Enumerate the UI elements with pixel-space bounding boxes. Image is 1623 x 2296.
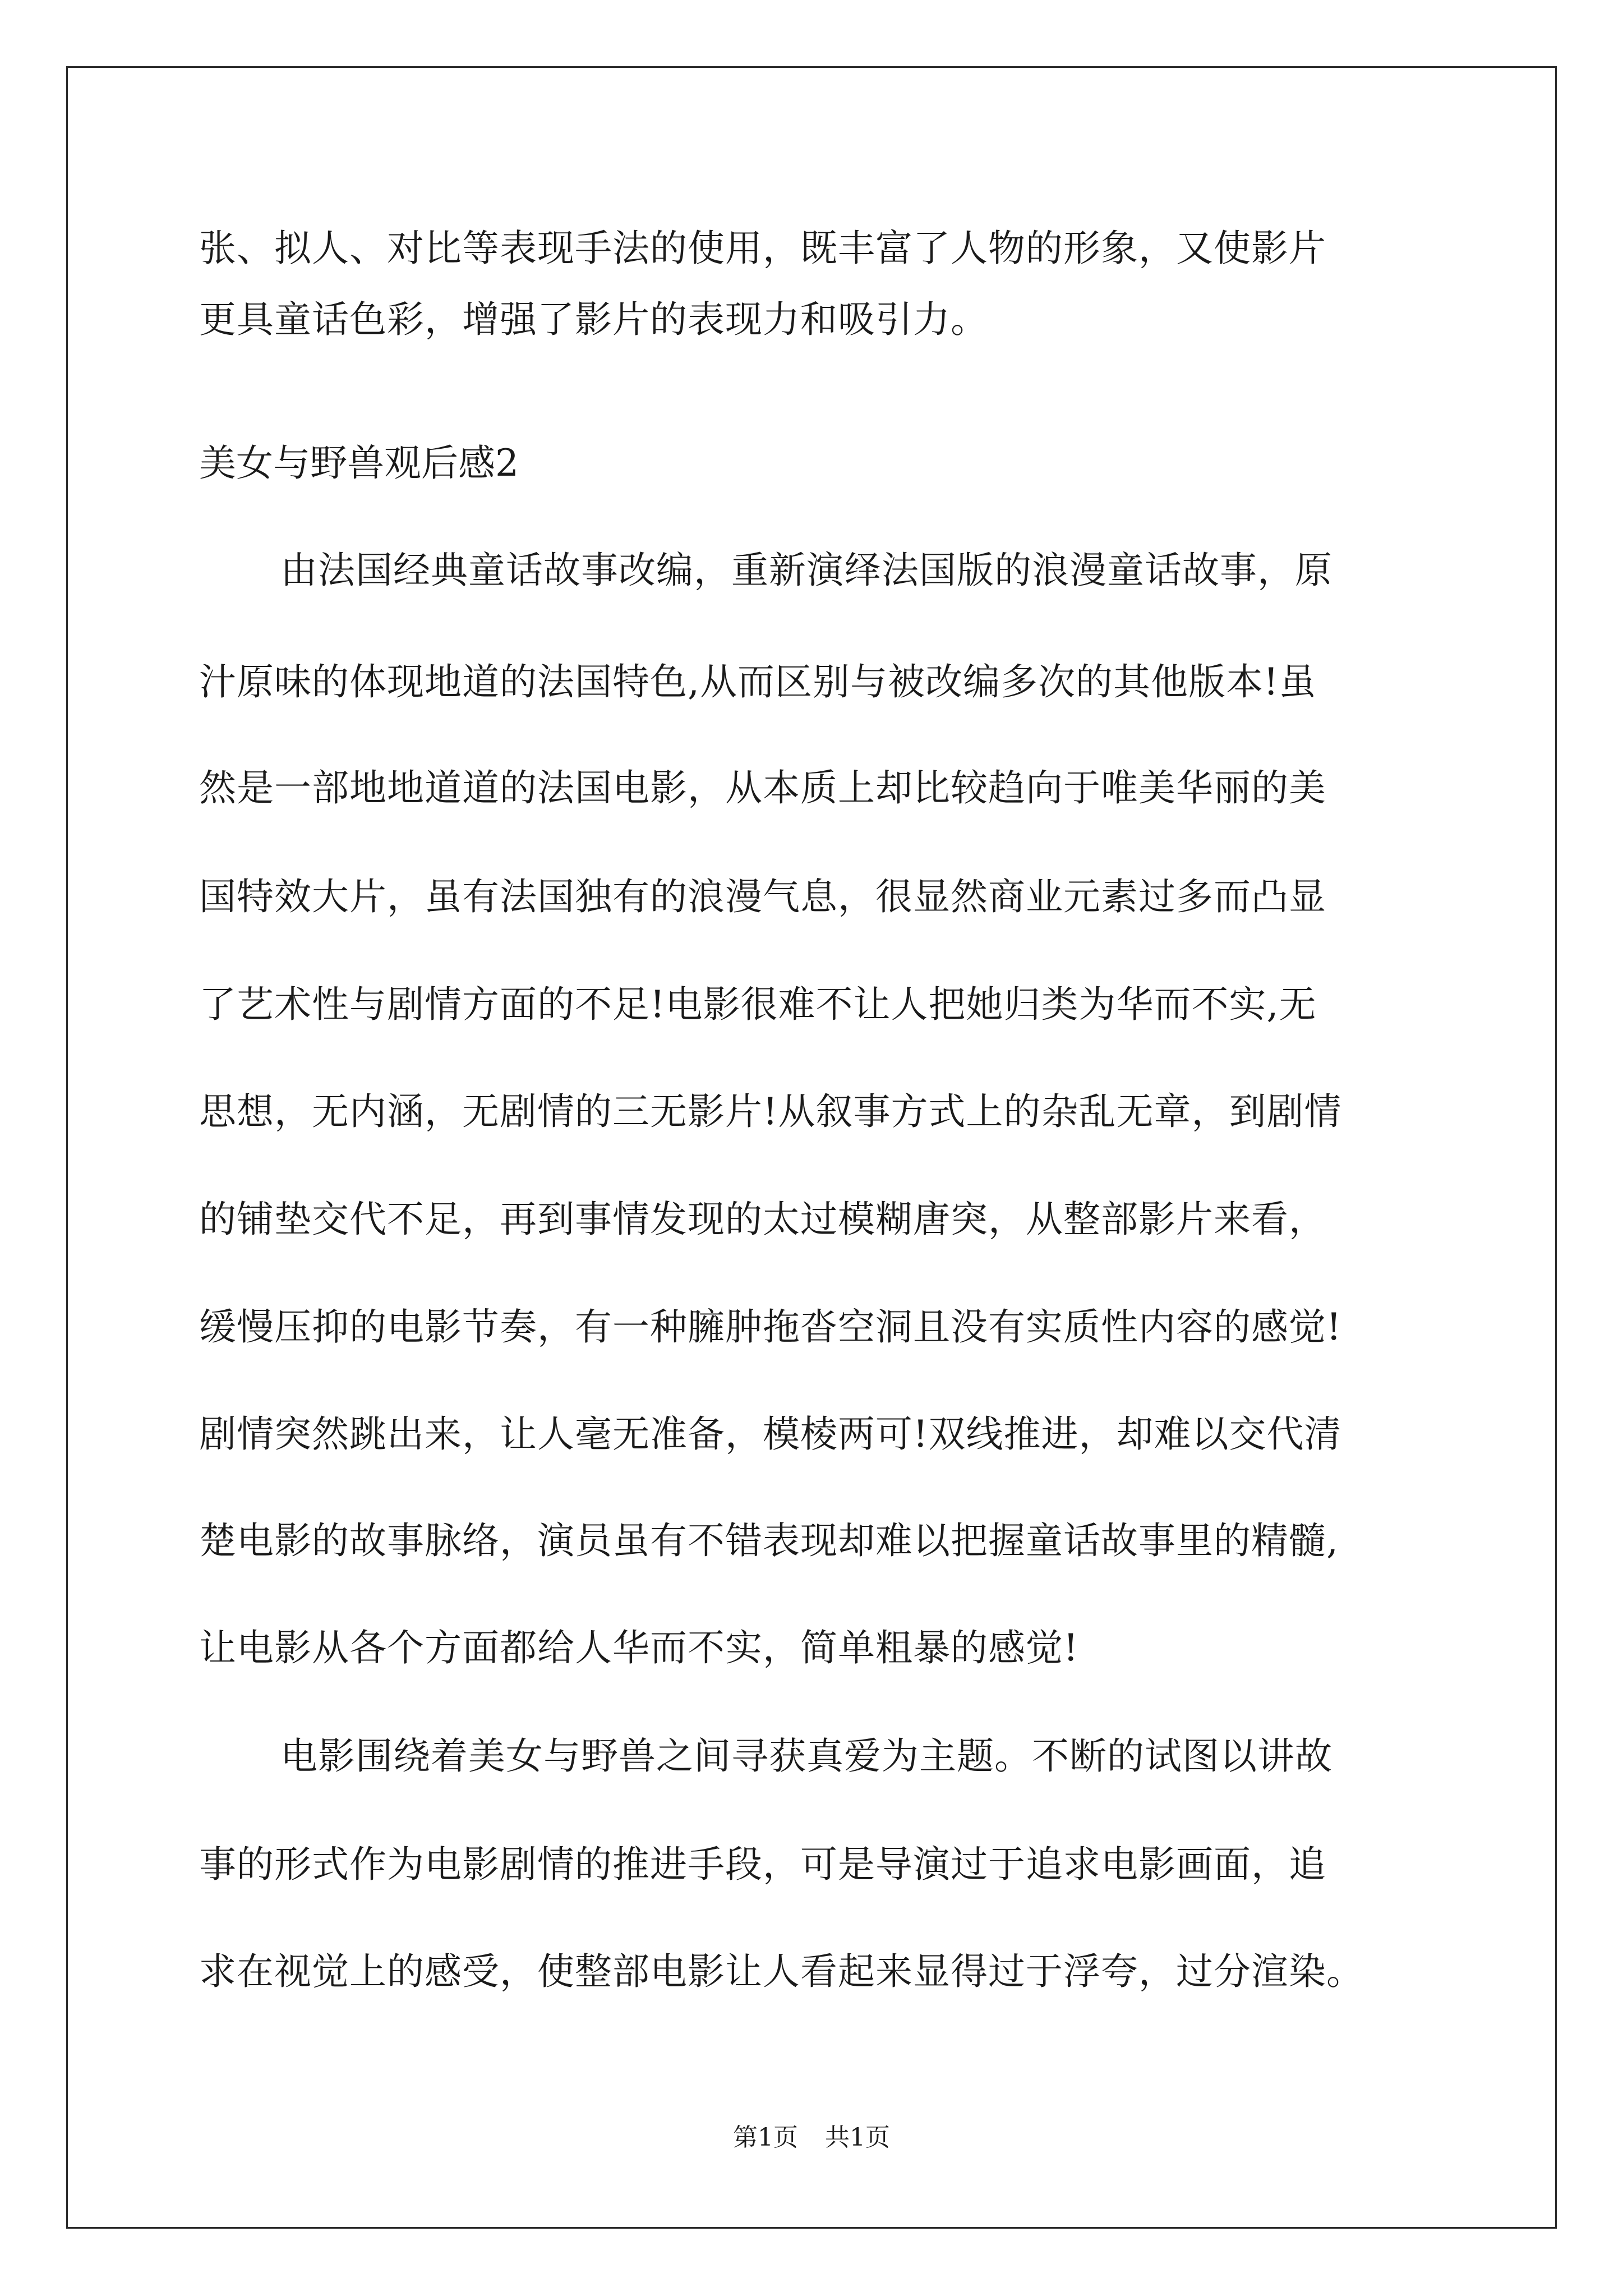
body-text-line: 思想，无内涵，无剧情的三无影片!从叙事方式上的杂乱无章，到剧情 xyxy=(199,1090,1342,1133)
body-text-line: 更具童话色彩，增强了影片的表现力和吸引力。 xyxy=(199,298,988,341)
page-border xyxy=(66,66,1557,2229)
body-text-line: 让电影从各个方面都给人华而不实，简单粗暴的感觉! xyxy=(199,1626,1079,1669)
page-footer xyxy=(0,2122,1623,2154)
body-text-line: 缓慢压抑的电影节奏，有一种臃肿拖沓空洞且没有实质性内容的感觉! xyxy=(199,1305,1342,1349)
section-heading: 美女与野兽观后感2 xyxy=(199,441,519,485)
body-text-line: 然是一部地地道道的法国电影，从本质上却比较趋向于唯美华丽的美 xyxy=(199,766,1326,809)
body-text-line: 国特效大片，虽有法国独有的浪漫气息，很显然商业元素过多而凸显 xyxy=(199,875,1326,918)
body-text-line: 汁原味的体现地道的法国特色,从而区别与被改编多次的其他版本!虽 xyxy=(199,660,1317,703)
body-text-line: 电影围绕着美女与野兽之间寻获真爱为主题。不断的试图以讲故 xyxy=(280,1734,1332,1778)
body-text-line: 张、拟人、对比等表现手法的使用，既丰富了人物的形象，又使影片 xyxy=(199,227,1326,270)
page-total: 共1页 xyxy=(825,2123,890,2152)
body-text-line: 了艺术性与剧情方面的不足!电影很难不让人把她归类为华而不实,无 xyxy=(199,983,1317,1026)
body-text-line: 剧情突然跳出来，让人毫无准备，模棱两可!双线推进，却难以交代清 xyxy=(199,1412,1342,1456)
body-text-line: 由法国经典童话故事改编，重新演绎法国版的浪漫童话故事，原 xyxy=(280,549,1332,592)
body-text-line: 的铺垫交代不足，再到事情发现的太过模糊唐突，从整部影片来看， xyxy=(199,1198,1326,1241)
body-text-line: 事的形式作为电影剧情的推进手段，可是导演过于追求电影画面，追 xyxy=(199,1843,1326,1886)
body-text-line: 求在视觉上的感受，使整部电影让人看起来显得过于浮夸，过分渲染。 xyxy=(199,1950,1364,1993)
body-text-line: 楚电影的故事脉络，演员虽有不错表现却难以把握童话故事里的精髓, xyxy=(199,1519,1339,1562)
page-number: 第1页 xyxy=(733,2123,798,2152)
